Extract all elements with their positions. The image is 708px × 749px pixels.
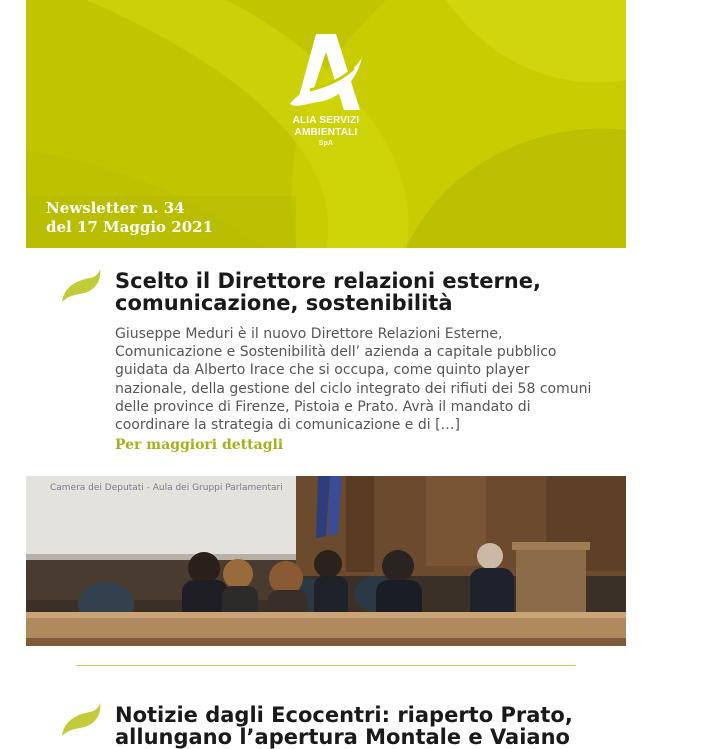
issue-number: Newsletter n. 34 bbox=[46, 199, 185, 217]
brand-line-3: SpA bbox=[318, 140, 334, 147]
article-title-line-2: allungano l’apertura Montale e Vaiano bbox=[115, 725, 570, 749]
article-excerpt: Giuseppe Meduri è il nuovo Direttore Relazioni Esterne, Comunicazione e Sostenibilità dell’ azienda a capitale pubblico guidata da Alberto Irace che si occupa, come quinto player nazionale, della gestione del ciclo integrato dei rifiuti dei 58 comuni delle province di Firenze, Pistoia e Prato. Avrà il mandato di coordinare la strategia di comunicazione e di […] bbox=[115, 326, 592, 434]
brand-name bbox=[266, 115, 386, 148]
article-title[interactable] bbox=[115, 704, 635, 748]
brand-line-1: ALIA SERVIZI bbox=[292, 115, 360, 126]
leaf-bullet-icon bbox=[60, 268, 102, 304]
screen-caption: Camera dei Deputati - Aula dei Gruppi Parlamentari bbox=[50, 483, 283, 493]
read-more-link[interactable]: Per maggiori dettagli bbox=[115, 437, 284, 453]
conference-photo-illustration bbox=[26, 476, 626, 646]
alia-logo bbox=[288, 30, 364, 118]
alia-a-icon bbox=[288, 30, 364, 114]
article-title[interactable] bbox=[115, 270, 635, 314]
issue-date: del 17 Maggio 2021 bbox=[46, 218, 214, 236]
article-photo[interactable] bbox=[26, 476, 626, 646]
article-title-line-2: comunicazione, sostenibilità bbox=[115, 291, 453, 315]
brand-line-2: AMBIENTALI bbox=[294, 127, 358, 138]
leaf-bullet-icon bbox=[60, 702, 102, 738]
section-divider bbox=[76, 665, 576, 666]
article-title-line-1: Scelto il Direttore relazioni esterne, bbox=[115, 269, 541, 293]
issue-label bbox=[46, 199, 213, 237]
article-title-line-1: Notizie dagli Ecocentri: riaperto Prato, bbox=[115, 703, 573, 727]
newsletter-header-banner bbox=[26, 0, 626, 248]
